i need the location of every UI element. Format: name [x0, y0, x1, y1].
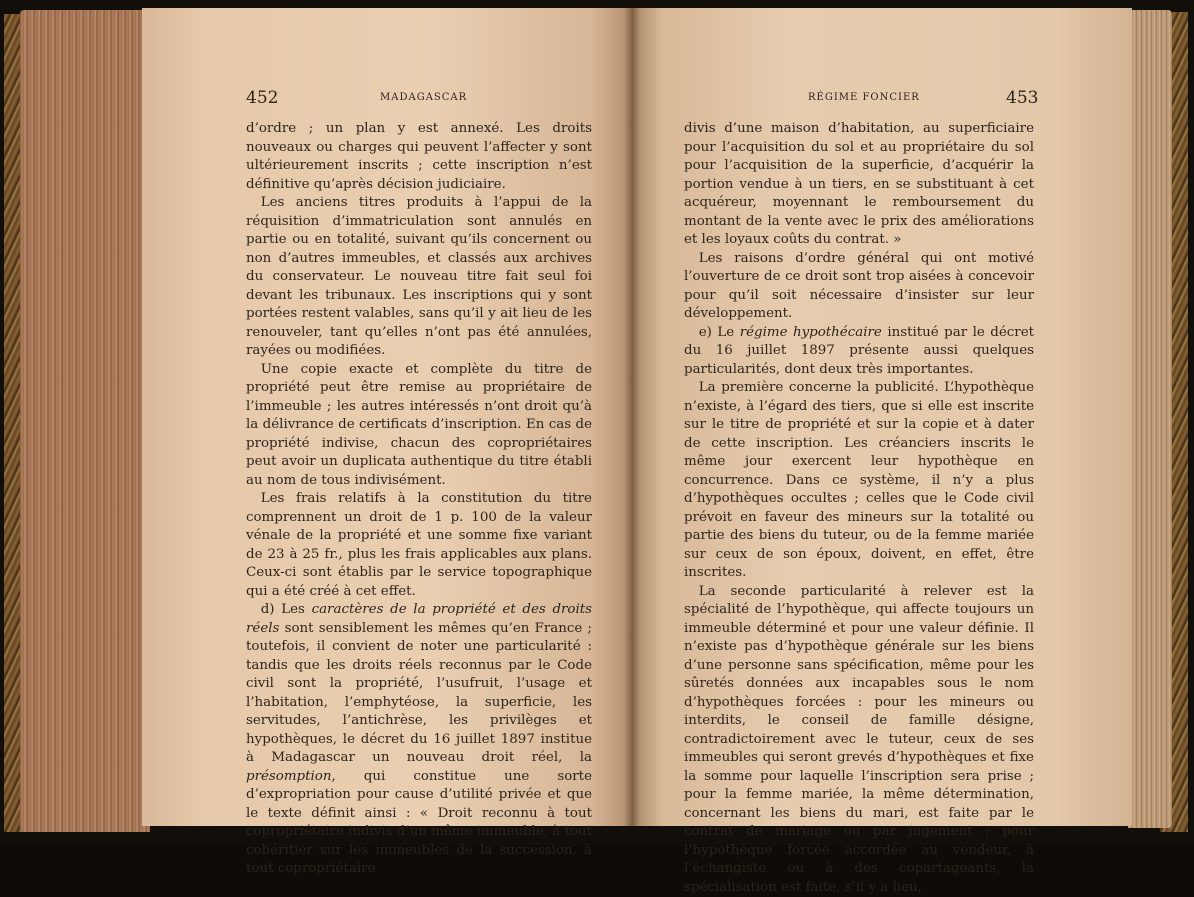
italic-text-run: régime hypothécaire — [740, 325, 882, 340]
left-running-head: MADAGASCAR — [380, 92, 467, 103]
text-run: Les anciens titres produits à l’appui de la réquisition d’immatriculation sont annulés en partie ou en totalité, suivant qu’ils concernent ou non d’autres immeubles, et classés aux archives du conservateur. Le nouveau titre fait seul foi devant les tribunaux. Les inscriptions qui y sont portées restent valables, sans qu’il y ait lieu de les renouveler, tant qu’elles n’ont pas été annulées, rayées ou modifiées. — [246, 195, 592, 358]
paragraph — [246, 490, 592, 601]
paragraph — [684, 250, 1034, 324]
paragraph — [246, 361, 592, 491]
text-run: , qui constitue une sorte d’expropriation pour cause d’utilité privée et que le texte définit ainsi : « Droit reconnu à tout copropriétaire indivis d’un même immeuble, à tout cohéritier sur les immeubles de la succession, à tout copropriétaire — [246, 769, 592, 877]
italic-text-run: caractères de la propriété et des droits réels — [246, 602, 592, 636]
left-page — [142, 8, 632, 826]
left-page-body — [246, 120, 592, 879]
italic-text-run: présomption — [246, 769, 331, 784]
left-page-number: 452 — [246, 88, 278, 108]
book-gutter — [624, 8, 640, 826]
right-page-number: 453 — [1006, 88, 1038, 108]
paragraph — [246, 120, 592, 194]
text-run: Une copie exacte et complète du titre de propriété peut être remise au propriétaire de l’immeuble ; les autres intéressés n’ont droit qu’à la délivrance de certificats d’inscription. En cas de propriété indivise, chacun des copropriétaires peut avoir un duplicata authentique du titre établi au nom de tous indivisément. — [246, 362, 592, 488]
text-run: Les frais relatifs à la constitution du titre comprennent un droit de 1 p. 100 de la valeur vénale de la propriété et une somme fixe variant de 23 à 25 fr., plus les frais applicables aux plans. Ceux-ci sont établis par le service topographique qui a été créé à cet effet. — [246, 491, 592, 599]
text-run: divis d’une maison d’habitation, au superficiaire pour l’acquisition du sol et au propriétaire du sol pour l’acquisition de la superficie, d’acquérir la portion vendue à un tiers, en se substituant à cet acquéreur, moyennant le remboursement du montant de la vente avec le prix des améliorations et les loyaux coûts du contrat. » — [684, 121, 1034, 247]
paragraph — [684, 379, 1034, 583]
page-stack-left — [20, 10, 150, 832]
paragraph — [684, 583, 1034, 897]
text-run: La première concerne la publicité. L’hypothèque n’existe, à l’égard des tiers, que si elle est inscrite sur le titre de propriété et sur la copie et à dater de cette inscription. Les créanciers inscrits le même jour exercent leur hypothèque en concurrence. Dans ce système, il n’y a plus d’hypothèques occultes ; celles que le Code civil prévoit en faveur des mineurs sur la totalité ou partie des biens du tuteur, ou de la femme mariée sur ceux de son époux, doivent, en effet, être inscrites. — [684, 380, 1034, 580]
page-stack-right — [1128, 10, 1172, 828]
paragraph — [246, 194, 592, 361]
right-page — [632, 8, 1132, 826]
text-run: Les raisons d’ordre général qui ont motivé l’ouverture de ce droit sont trop aisées à concevoir pour qu’il soit nécessaire d’insister sur leur développement. — [684, 251, 1034, 322]
paragraph — [684, 324, 1034, 380]
text-run: e) Le — [699, 325, 740, 340]
paragraph — [684, 120, 1034, 250]
right-page-body — [684, 120, 1034, 897]
text-run: d’ordre ; un plan y est annexé. Les droits nouveaux ou charges qui peuvent l’affecter y sont ultérieurement inscrits ; cette inscription n’est définitive qu’après décision judiciaire. — [246, 121, 592, 192]
text-run: d) Les — [261, 602, 312, 617]
right-running-head: RÉGIME FONCIER — [808, 92, 920, 103]
text-run: La seconde particularité à relever est la spécialité de l’hypothèque, qui affecte toujours un immeuble déterminé et pour une valeur définie. Il n’existe pas d’hypothèque générale sur les biens d’une personne sans spécification, même pour les sûretés données aux incapables sous le nom d’hypothèques forcées : pour les mineurs ou interdits, le conseil de famille désigne, contradictoirement avec le tuteur, ceux de ses immeubles qui seront grevés d’hypothèques et fixe la somme pour laquelle l’inscription sera prise ; pour la femme mariée, la même détermination, concernant les biens du mari, est faite par le contrat de mariage ou par jugement ; pour l’hypothèque forcée accordée au vendeur, à l’échangiste ou à des copartageants, la spécialisation est faite, s’il y a lieu, — [684, 584, 1034, 895]
text-run: institué par le décret du 16 juillet 1897 présente aussi quelques particularités, dont deux très importantes. — [684, 325, 1034, 377]
paragraph — [246, 601, 592, 879]
text-run: sont sensiblement les mêmes qu’en France ; toutefois, il convient de noter une particularité : tandis que les droits réels reconnus par le Code civil sont la propriété, l’usufruit, l’usage et l’habitation, l’emphytéose, la superficie, les servitudes, l’antichrèse, les privilèges et hypothèques, le décret du 16 juillet 1897 institue à Madagascar un nouveau droit réel, la — [246, 621, 592, 766]
